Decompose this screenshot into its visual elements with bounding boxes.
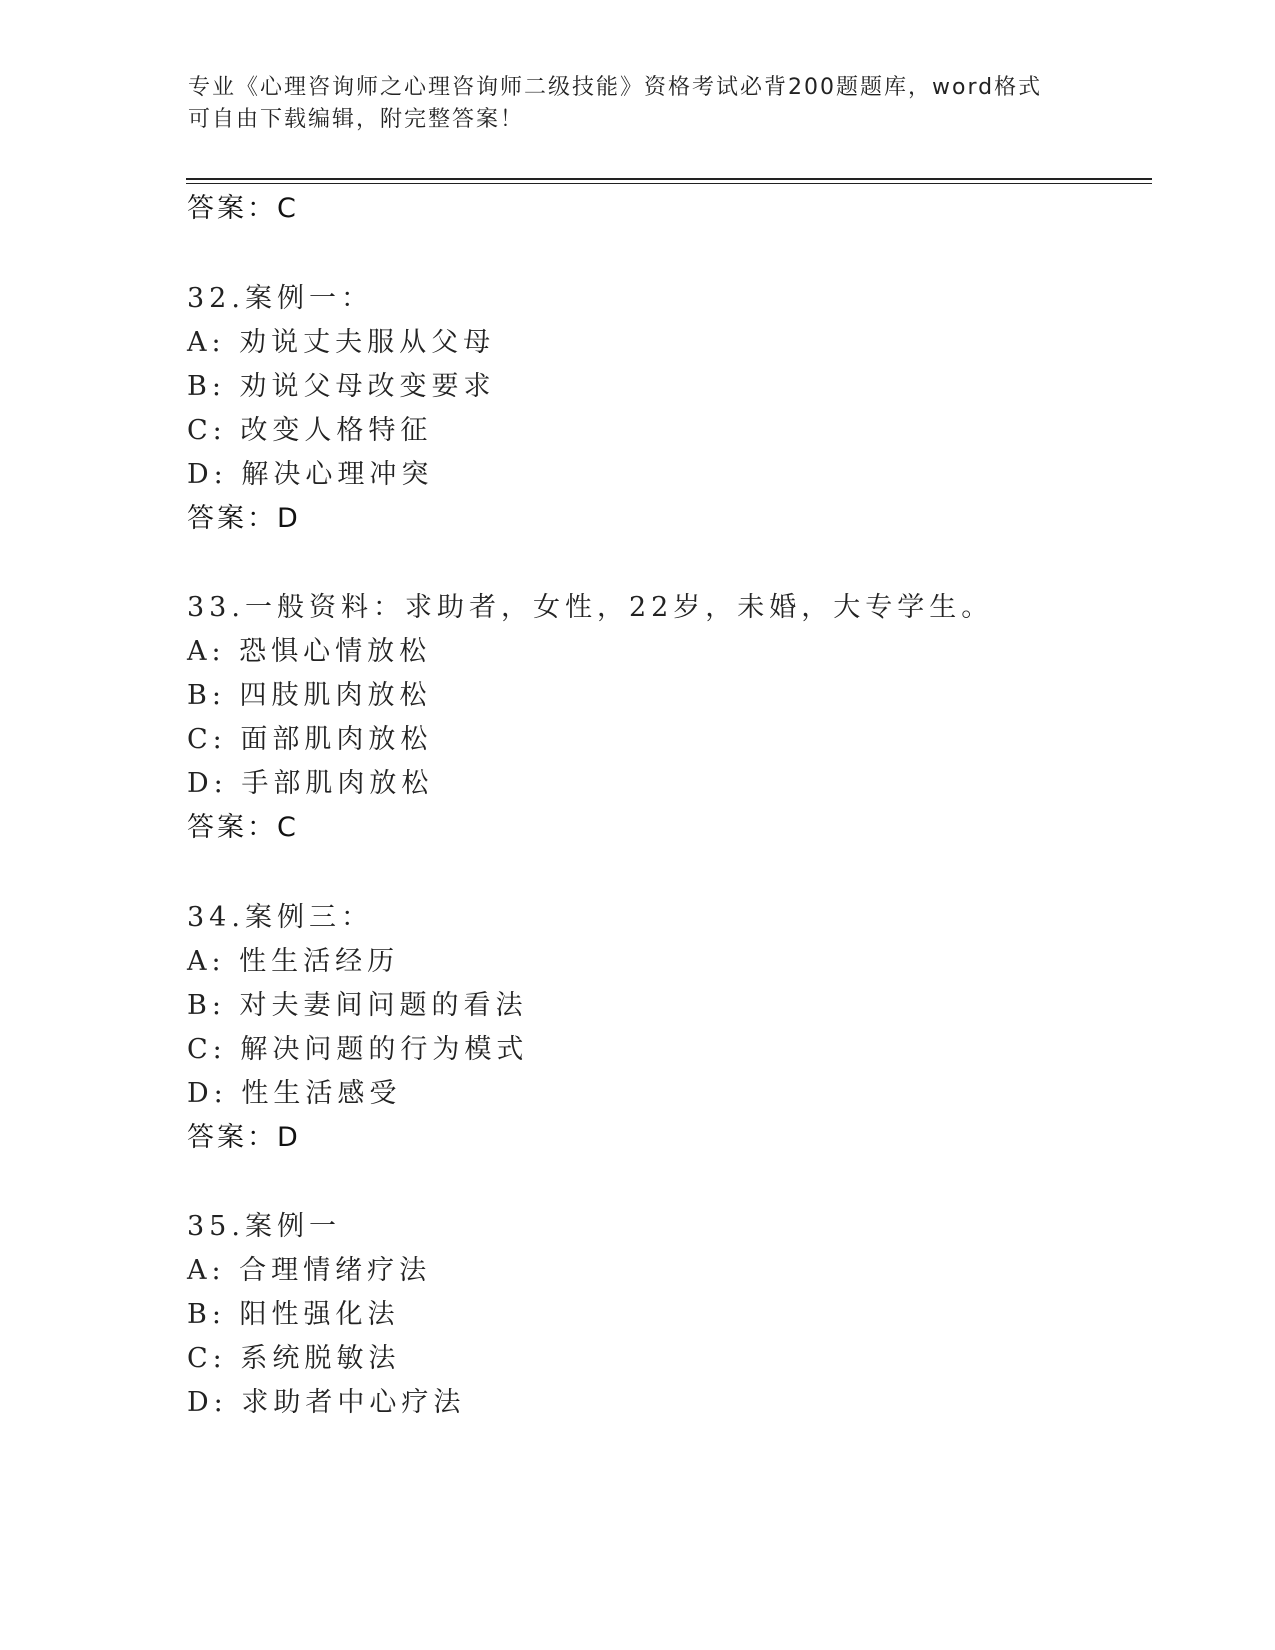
question-35-option-d: D: 求助者中心疗法: [187, 1387, 466, 1418]
question-32-option-a: A: 劝说丈夫服从父母: [187, 327, 496, 358]
question-33-option-b: B: 四肢肌肉放松: [187, 680, 432, 711]
question-34-option-a: A: 性生活经历: [187, 946, 400, 977]
question-34-option-b: B: 对夫妻间问题的看法: [187, 990, 528, 1021]
question-35-option-a: A: 合理情绪疗法: [187, 1255, 432, 1286]
question-34-stem: 34.案例三：: [187, 902, 373, 933]
header-divider-thin: [186, 183, 1152, 184]
question-32-option-b: B: 劝说父母改变要求: [187, 371, 496, 402]
header-line-2: 可自由下载编辑，附完整答案！: [188, 107, 525, 132]
question-34-option-c: C: 解决问题的行为模式: [187, 1034, 529, 1065]
question-33-option-c: C: 面部肌肉放松: [187, 724, 433, 755]
question-32-option-c: C: 改变人格特征: [187, 415, 433, 446]
question-34-option-d: D: 性生活感受: [187, 1078, 402, 1109]
header-line-1: 专业《心理咨询师之心理咨询师二级技能》资格考试必背200题题库，word格式: [188, 75, 1043, 100]
question-35-option-c: C: 系统脱敏法: [187, 1343, 401, 1374]
question-33-option-d: D: 手部肌肉放松: [187, 768, 434, 799]
question-35-option-b: B: 阳性强化法: [187, 1299, 400, 1330]
question-35-stem: 35.案例一: [187, 1211, 341, 1242]
answer-31: 答案：C: [187, 193, 299, 224]
question-32-option-d: D: 解决心理冲突: [187, 459, 434, 490]
question-32-stem: 32.案例一：: [187, 283, 373, 314]
header-divider-thick: [186, 178, 1152, 180]
question-33-stem: 33.一般资料：求助者，女性，22岁，未婚，大专学生。: [187, 592, 994, 623]
answer-33: 答案：C: [187, 812, 299, 843]
answer-34: 答案：D: [187, 1122, 301, 1153]
question-33-option-a: A: 恐惧心情放松: [187, 636, 432, 667]
document-header: [188, 72, 1068, 136]
answer-32: 答案：D: [187, 503, 301, 534]
